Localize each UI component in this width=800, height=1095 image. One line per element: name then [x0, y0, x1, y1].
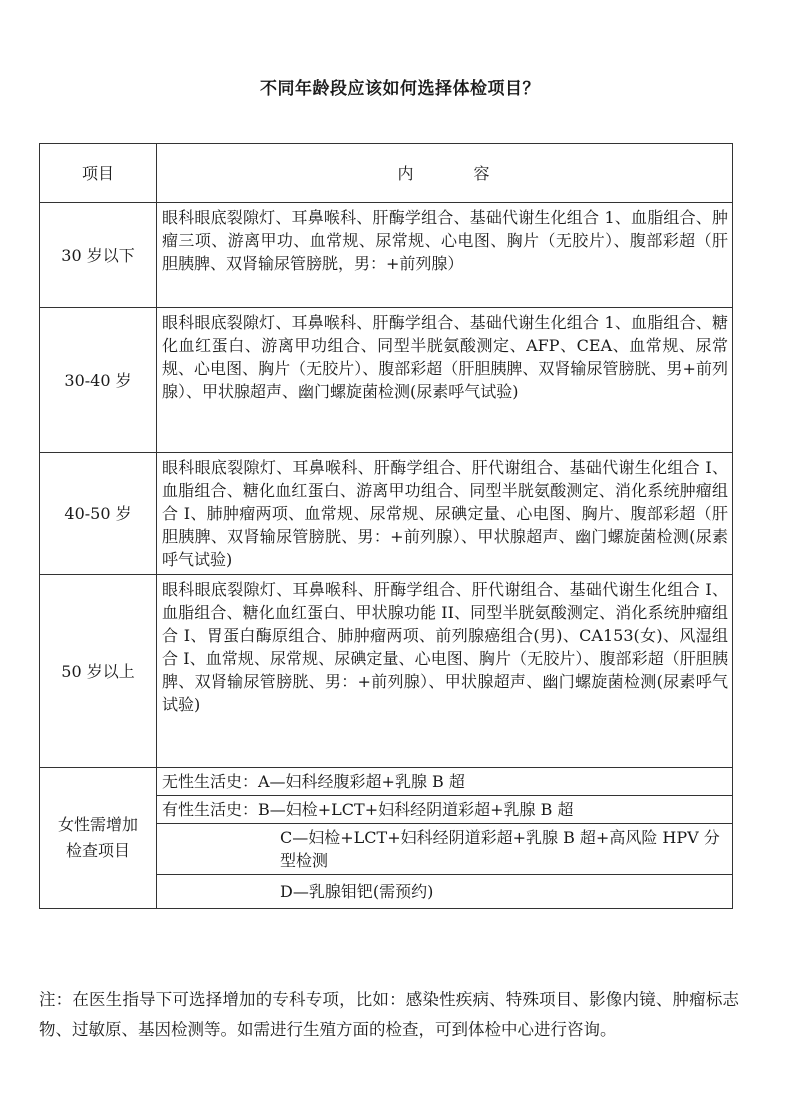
female-item: 无性生活史：A—妇科经腹彩超+乳腺 B 超 — [157, 768, 732, 796]
table-row — [40, 203, 733, 308]
content-cell: 眼科眼底裂隙灯、耳鼻喉科、肝酶学组合、基础代谢生化组合 1、血脂组合、糖化血红蛋白、游离甲功组合、同型半胱氨酸测定、AFP、CEA、血常规、尿常规、心电图、胸片（无胶片）、腹部彩超（肝胆胰脾、双肾输尿管膀胱、男+前列腺）、甲状腺超声、幽门螺旋菌检测(尿素呼气试验) — [157, 308, 733, 453]
age-group-cell: 30 岁以下 — [40, 203, 157, 308]
page-title: 不同年龄段应该如何选择体检项目？ — [260, 79, 540, 99]
table-row — [40, 308, 733, 453]
exam-table — [39, 143, 733, 909]
female-item: D—乳腺钼钯(需预约) — [280, 882, 434, 901]
female-label-line2: 检查项目 — [65, 841, 130, 860]
content-cell: 眼科眼底裂隙灯、耳鼻喉科、肝酶学组合、基础代谢生化组合 1、血脂组合、肿瘤三项、游离甲功、血常规、尿常规、心电图、胸片（无胶片）、腹部彩超（肝胆胰脾、双肾输尿管膀胱，男：+前列腺） — [157, 203, 733, 308]
content-cell: 眼科眼底裂隙灯、耳鼻喉科、肝酶学组合、肝代谢组合、基础代谢生化组合 I、血脂组合、糖化血红蛋白、游离甲功组合、同型半胱氨酸测定、消化系统肿瘤组合 I、肺肿瘤两项、血常规、尿常规、尿碘定量、心电图、胸片、腹部彩超（肝胆胰脾、双肾输尿管膀胱、男：+前列腺）、甲状腺超声、幽门螺旋菌检测(尿素呼气试验) — [157, 453, 733, 575]
female-row — [40, 768, 733, 909]
female-item: C—妇检+LCT+妇科经阴道彩超+乳腺 B 超+高风险 HPV 分型检测 — [157, 824, 732, 875]
female-items-cell — [157, 768, 733, 909]
table-row — [40, 453, 733, 575]
content-cell: 眼科眼底裂隙灯、耳鼻喉科、肝酶学组合、肝代谢组合、基础代谢生化组合 I、血脂组合、糖化血红蛋白、甲状腺功能 II、同型半胱氨酸测定、消化系统肿瘤组合 I、胃蛋白酶原组合、肺肿瘤两项、前列腺癌组合(男)、CA153(女)、风湿组合 I、血常规、尿常规、尿碘定量、心电图、胸片（无胶片）、腹部彩超（肝胆胰脾、双肾输尿管膀胱、男：+前列腺）、甲状腺超声、幽门螺旋菌检测(尿素呼气试验) — [157, 575, 733, 768]
age-group-cell: 50 岁以上 — [40, 575, 157, 768]
female-item: 有性生活史：B—妇检+LCT+妇科经阴道彩超+乳腺 B 超 — [157, 796, 732, 824]
female-label-line1: 女性需增加 — [57, 815, 138, 834]
header-item: 项目 — [40, 144, 157, 203]
age-group-cell: 30-40 岁 — [40, 308, 157, 453]
footnote: 注：在医生指导下可选择增加的专科专项，比如：感染性疾病、特殊项目、影像内镜、肿瘤标志物、过敏原、基因检测等。如需进行生殖方面的检查，可到体检中心进行咨询。 — [39, 990, 739, 1039]
header-content: 内 容 — [157, 144, 733, 203]
female-label-cell — [40, 768, 157, 909]
table-row — [40, 575, 733, 768]
age-group-cell: 40-50 岁 — [40, 453, 157, 575]
table-header-row — [40, 144, 733, 203]
